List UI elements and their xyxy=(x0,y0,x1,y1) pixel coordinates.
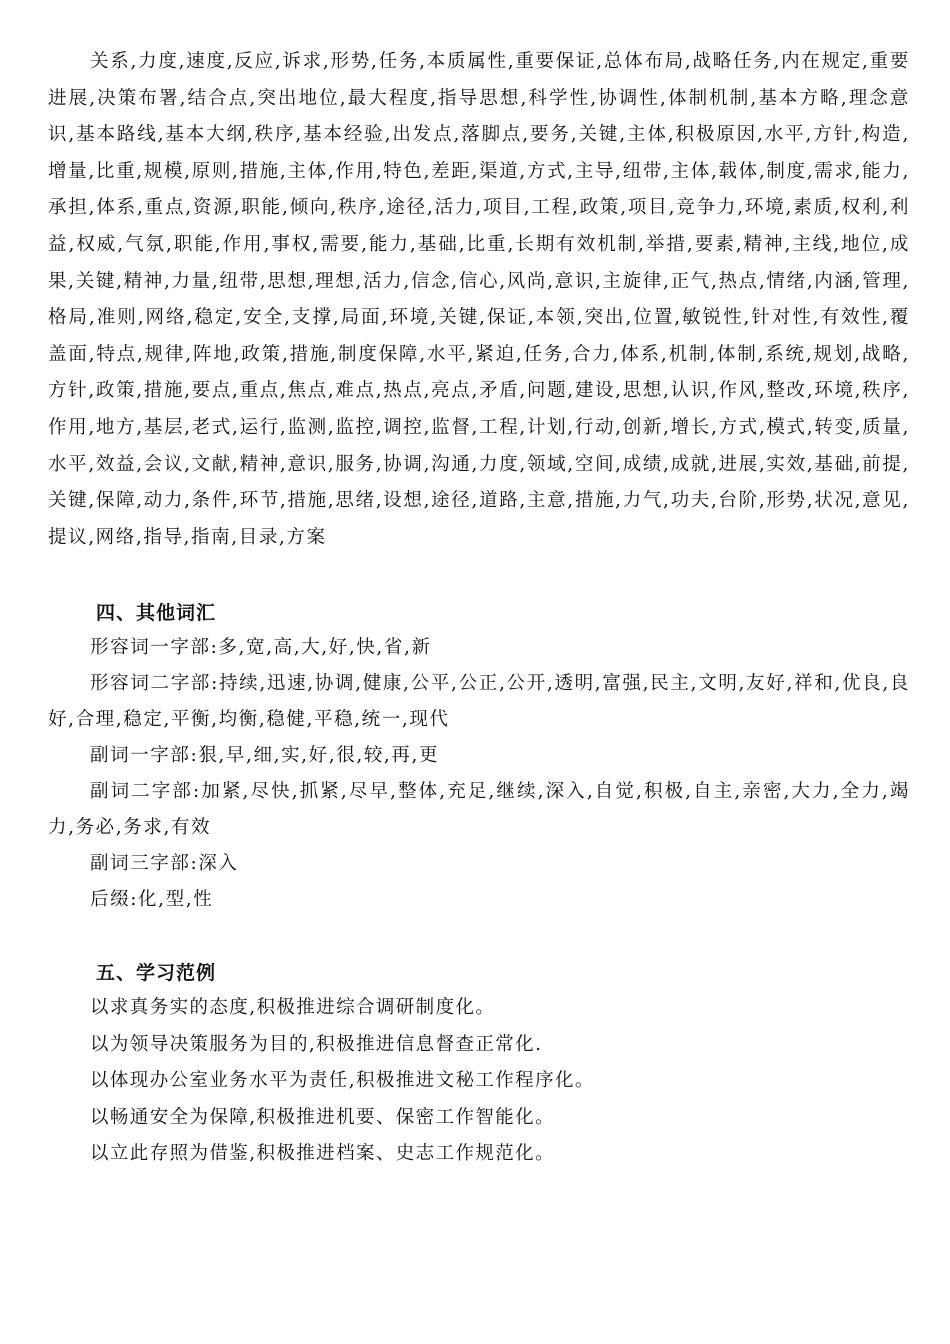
example-line: 以畅通安全为保障,积极推进机要、保密工作智能化。 xyxy=(90,1106,555,1128)
example-line: 以求真务实的态度,积极推进综合调研制度化。 xyxy=(90,997,496,1019)
adverb-one-char-line: 副词一字部:狠,早,细,实,好,很,较,再,更 xyxy=(90,745,440,767)
suffix-line: 后缀:化,型,性 xyxy=(90,889,214,911)
adjective-two-char-line: 形容词二字部:持续,迅速,协调,健康,公平,公正,公开,透明,富强,民主,文明,友好,祥和,优良,良好,合理,稳定,平衡,均衡,稳健,平稳,统一,现代 xyxy=(48,673,910,731)
vocabulary-paragraph: 关系,力度,速度,反应,诉求,形势,任务,本质属性,重要保证,总体布局,战略任务,内在规定,重要进展,决策布署,结合点,突出地位,最大程度,指导思想,科学性,协调性,体制机制,基本方略,理念意识,基本路线,基本大纲,秩序,基本经验,出发点,落脚点,要务,关键,主体,积极原因,水平,方针,构造,增量,比重,规模,原则,措施,主体,作用,特色,差距,渠道,方式,主导,纽带,主体,载体,制度,需求,能力,承担,体系,重点,资源,职能,倾向,秩序,途径,活力,项目,工程,政策,项目,竞争力,环境,素质,权利,利益,权威,气氛,职能,作用,事权,需要,能力,基础,比重,长期有效机制,举措,要素,精神,主线,地位,成果,关键,精神,力量,纽带,思想,理想,活力,信念,信心,风尚,意识,主旋律,正气,热点,情绪,内涵,管理,格局,准则,网络,稳定,安全,支撑,局面,环境,关键,保证,本领,突出,位置,敏锐性,针对性,有效性,覆盖面,特点,规律,阵地,政策,措施,制度保障,水平,紧迫,任务,合力,体系,机制,体制,系统,规划,战略,方针,政策,措施,要点,重点,焦点,难点,热点,亮点,矛盾,问题,建设,思想,认识,作风,整改,环境,秩序,作用,地方,基层,老式,运行,监测,监控,调控,监督,工程,计划,行动,创新,增长,方式,模式,转变,质量,水平,效益,会议,文献,精神,意识,服务,协调,沟通,力度,领域,空间,成绩,成就,进展,实效,基础,前提,关键,保障,动力,条件,环节,措施,思绪,设想,途径,道路,主意,措施,力气,功夫,台阶,形势,状况,意见,提议,网络,指导,指南,目录,方案 xyxy=(48,51,910,548)
adverb-two-char-line: 副词二字部:加紧,尽快,抓紧,尽早,整体,充足,继续,深入,自觉,积极,自主,亲密,大力,全力,竭力,务必,务求,有效 xyxy=(48,781,910,839)
section-5-heading: 五、学习范例 xyxy=(96,962,217,985)
example-line: 以立此存照为借鉴,积极推进档案、史志工作规范化。 xyxy=(90,1143,555,1165)
example-line: 以为领导决策服务为目的,积极推进信息督查正常化. xyxy=(90,1033,543,1055)
section-4-heading: 四、其他词汇 xyxy=(96,602,217,625)
adjective-one-char-line: 形容词一字部:多,宽,高,大,好,快,省,新 xyxy=(90,637,432,659)
example-line: 以体现办公室业务水平为责任,积极推进文秘工作程序化。 xyxy=(90,1070,595,1092)
adverb-three-char-line: 副词三字部:深入 xyxy=(90,853,239,875)
